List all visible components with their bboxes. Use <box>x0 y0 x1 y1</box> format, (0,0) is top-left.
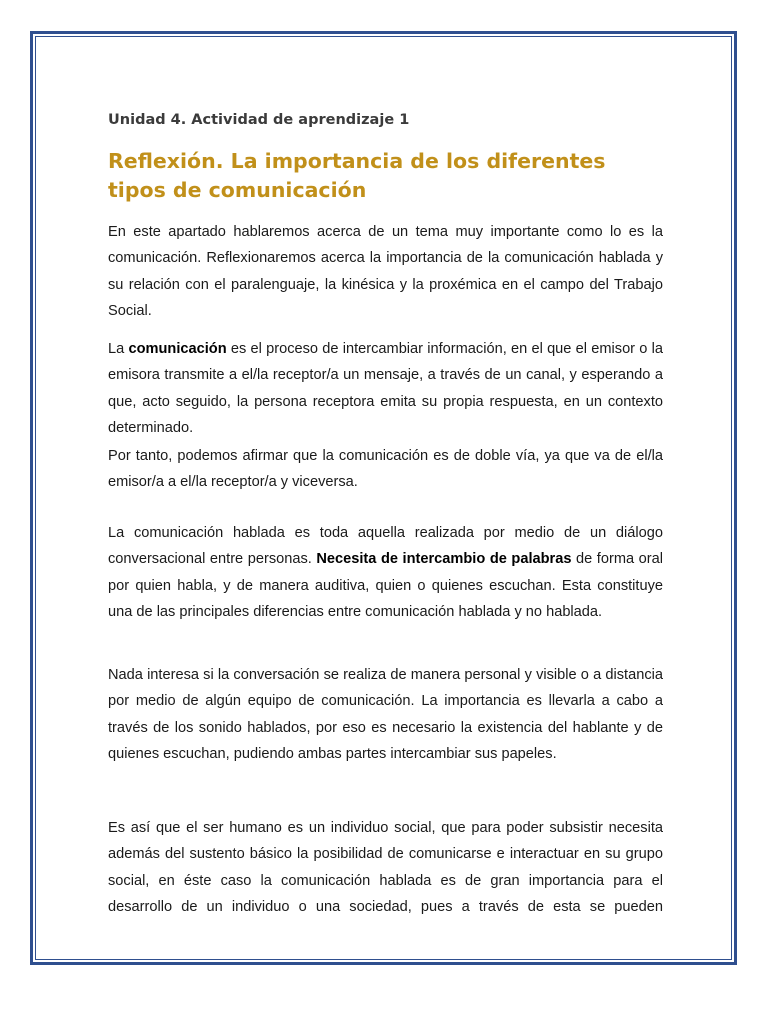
main-title: Reflexión. La importancia de los diferentes tipos de comunicación <box>108 149 606 202</box>
keyword-comunicacion: comunicación <box>128 341 227 357</box>
paragraph-definition <box>108 336 663 441</box>
paragraph-intro: En este apartado hablaremos acerca de un tema muy importante como lo es la comunicación. Reflexionaremos acerca la importancia de la comunicación hablada y su relación con el paralenguaje, la kinésica y la proxémica en el campo del Trabajo Social. <box>108 224 663 319</box>
paragraph-social: Es así que el ser humano es un individuo social, que para poder subsistir necesita además del sustento básico la posibilidad de comunicarse e interactuar en su grupo social, en éste caso la comunicación hablada es de gran importancia para el desarrollo de un individuo o una sociedad, pues a través de esta se pueden <box>108 820 663 915</box>
paragraph-spoken-pre: La comunicación hablada es toda aquella realizada por medio de un diálogo conversacional entre personas. <box>108 525 663 568</box>
paragraph-spoken-post: de forma oral por quien habla, y de manera auditiva, quien o quienes escuchan. Esta constituye una de las principales diferencias entre comunicación hablada y no hablada. <box>108 551 663 620</box>
paragraph-definition-pre: La <box>108 341 129 357</box>
unit-title: Unidad 4. Actividad de aprendizaje 1 <box>108 112 410 128</box>
paragraph-distance: Nada interesa si la conversación se realiza de manera personal y visible o a distancia por medio de algún equipo de comunicación. La importancia es llevarla a cabo a través de los sonido hablados, por eso es necesario la existencia del hablante y de quienes escuchan, pudiendo ambas partes intercambiar sus papeles. <box>108 667 663 762</box>
paragraph-two-way: Por tanto, podemos afirmar que la comunicación es de doble vía, ya que va de el/la emisor/a a el/la receptor/a y viceversa. <box>108 448 663 491</box>
paragraph-spoken <box>108 520 663 625</box>
keyword-intercambio: Necesita de intercambio de palabras <box>316 551 572 568</box>
page-border-frame <box>30 31 737 965</box>
paragraph-definition-post: es el proceso de intercambiar información, en el que el emisor o la emisora transmite a el/la receptor/a un mensaje, a través de un canal, y esperando a que, acto seguido, la persona receptora emita su propia respuesta, en un contexto determinado. <box>108 341 663 436</box>
